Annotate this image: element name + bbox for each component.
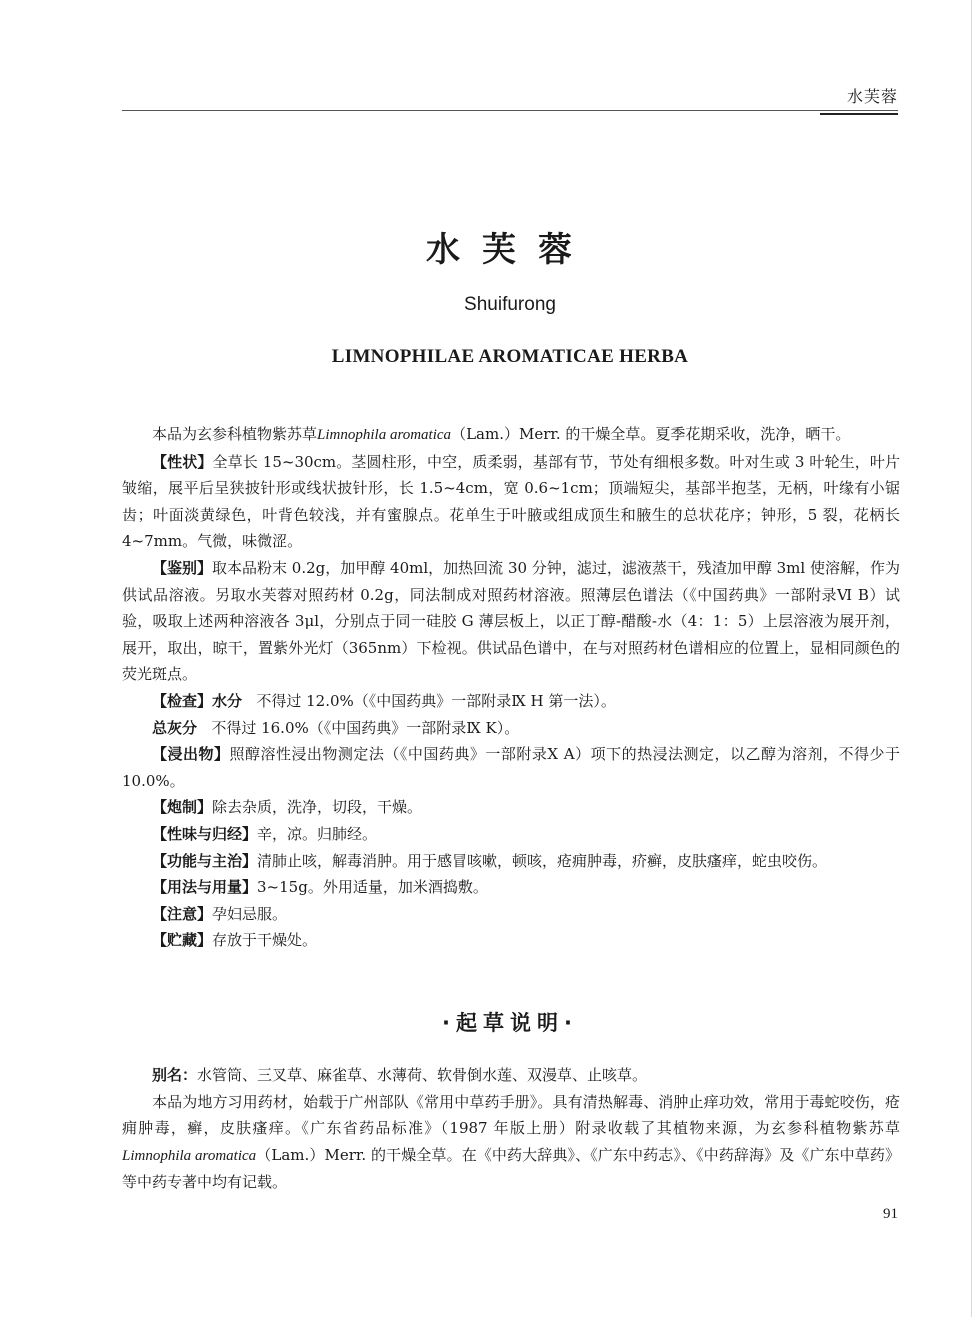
monograph-title-chinese: 水芙蓉 xyxy=(426,230,594,270)
section-text-xingwei: 辛，凉。归肺经。 xyxy=(257,824,378,843)
drafting-text-after: （Lam.）Merr. 的干燥全草。在《中药大辞典》、《广东中药志》、《中药辞海》及《广东中草药》等中药专著中均有记载。 xyxy=(122,1145,900,1192)
intro-latin-name: Limnophila aromatica xyxy=(317,427,452,443)
section-text-jianbie: 取本品粉末 0.2g，加甲醇 40ml，加热回流 30 分钟，滤过，滤液蒸干，残渣加甲醇 3ml 使溶解，作为供试品溶液。另取水芙蓉对照药材 0.2g，同法制成对照药材溶液。照薄层色谱法（《中国药典》一部附录Ⅵ B）试验，吸取上述两种溶液各 3μl，分别点于同一硅胶 G 薄层板上，以正丁醇-醋酸-水（4：1：5）上层溶液为展开剂，展开，取出，晾干，置紫外光灯（365nm）下检视。供试品色谱中，在与对照药材色谱相应的位置上，显相同颜色的荧光斑点。 xyxy=(122,558,900,684)
page-edge xyxy=(971,0,972,1317)
section-label-gongneng: 【功能与主治】 xyxy=(152,851,258,870)
monograph-body xyxy=(122,421,900,954)
section-zhuyi xyxy=(122,901,900,928)
intro-text-before: 本品为玄参科植物紫苏草 xyxy=(152,425,318,443)
intro-text-after: （Lam.）Merr. 的干燥全草。夏季花期采收，洗净，晒干。 xyxy=(451,425,851,443)
header-rule xyxy=(122,110,898,111)
drafting-notes-heading: ·起草说明· xyxy=(442,1011,578,1035)
subsection-label-total-ash: 总灰分 xyxy=(152,718,198,737)
page-number: 91 xyxy=(883,1206,898,1222)
section-xingwei xyxy=(122,821,900,848)
section-label-xingwei: 【性味与归经】 xyxy=(152,824,258,843)
section-paozhi xyxy=(122,794,900,821)
section-text-paozhi: 除去杂质，洗净，切段，干燥。 xyxy=(212,798,423,817)
section-yongfa xyxy=(122,874,900,901)
section-jinchuwu xyxy=(122,741,900,794)
monograph-title-latin: LIMNOPHILAE AROMATICAE HERBA xyxy=(331,346,689,367)
aliases-paragraph xyxy=(122,1062,900,1089)
running-header: 水芙蓉 xyxy=(846,87,898,106)
section-text-gongneng: 清肺止咳，解毒消肿。用于感冒咳嗽，顿咳，疮痈肿毒，疥癣，皮肤瘙痒，蛇虫咬伤。 xyxy=(257,851,828,870)
section-label-jianbie: 【鉴别】 xyxy=(152,558,213,577)
section-text-xingzhuang: 全草长 15~30cm。茎圆柱形，中空，质柔弱，基部有节，节处有细根多数。叶对生或 3 叶轮生，叶片皱缩，展平后呈狭披针形或线状披针形，长 1.5~4cm，宽 0.6~1cm；顶端短尖，基部半抱茎，无柄，叶缘有小锯齿；叶面淡黄绿色，叶背色较浅，并有蜜腺点。花单生于叶腋或组成顶生和腋生的总状花序；钟形，5 裂，花柄长 4~7mm。气微，味微涩。 xyxy=(122,452,900,551)
section-label-zhucang: 【贮藏】 xyxy=(152,931,213,950)
subsection-label-moisture: 水分 xyxy=(212,691,243,710)
section-text-yongfa: 3~15g。外用适量，加米酒捣敷。 xyxy=(257,878,488,897)
section-label-zhuyi: 【注意】 xyxy=(152,904,213,923)
monograph-title-pinyin: Shuifurong xyxy=(464,294,556,315)
header-rule-accent xyxy=(820,113,898,115)
section-label-paozhi: 【炮制】 xyxy=(152,798,213,817)
section-jiancha-ash xyxy=(122,715,900,742)
section-text-jinchuwu: 照醇溶性浸出物测定法（《中国药典》一部附录Ⅹ A）项下的热浸法测定，以乙醇为溶剂，不得少于 10.0%。 xyxy=(122,745,900,790)
drafting-text-before: 本品为地方习用药材，始载于广州部队《常用中草药手册》。具有清热解毒、消肿止痒功效，常用于毒蛇咬伤，疮痈肿毒，癣，皮肤瘙痒。《广东省药品标准》（1987 年版上册）附录收载了其植物来源，为玄参科植物紫苏草 xyxy=(122,1092,900,1138)
intro-paragraph xyxy=(122,421,900,449)
section-jiancha xyxy=(122,688,900,715)
drafting-latin-name: Limnophila aromatica xyxy=(122,1147,257,1164)
subsection-text-moisture: 不得过 12.0%（《中国药典》一部附录Ⅸ H 第一法）。 xyxy=(256,691,616,710)
section-zhucang xyxy=(122,927,900,954)
section-label-jinchuwu: 【浸出物】 xyxy=(152,745,230,764)
section-jianbie xyxy=(122,555,900,688)
drafting-notes-paragraph xyxy=(122,1089,900,1196)
subsection-text-total-ash: 不得过 16.0%（《中国药典》一部附录Ⅸ K）。 xyxy=(211,718,520,737)
aliases-text: 水管筒、三叉草、麻雀草、水薄荷、软骨倒水莲、双漫草、止咳草。 xyxy=(197,1066,648,1084)
section-text-zhucang: 存放于干燥处。 xyxy=(212,931,318,950)
section-label-yongfa: 【用法与用量】 xyxy=(152,878,258,897)
drafting-notes-body xyxy=(122,1062,900,1196)
section-xingzhuang xyxy=(122,449,900,555)
section-text-zhuyi: 孕妇忌服。 xyxy=(212,904,288,923)
section-gongneng xyxy=(122,848,900,875)
aliases-label: 别名： xyxy=(152,1066,198,1084)
section-label-jiancha: 【检查】 xyxy=(152,691,213,710)
section-label-xingzhuang: 【性状】 xyxy=(152,452,213,471)
